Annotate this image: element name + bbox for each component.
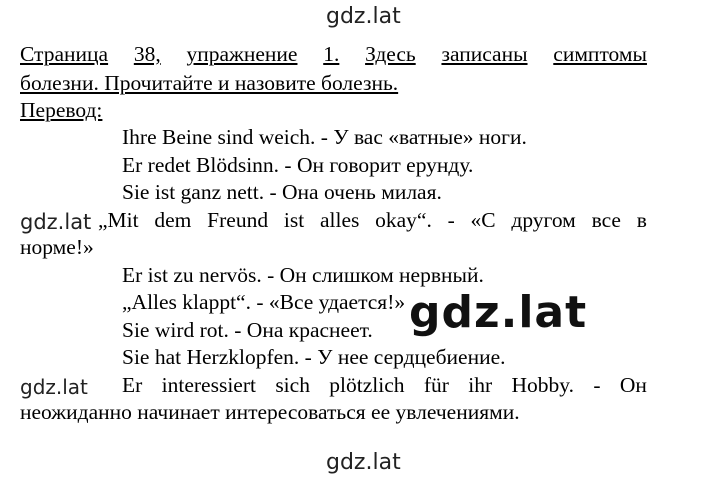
watermark-left-upper: gdz.lat bbox=[20, 210, 92, 234]
item-word: interessiert bbox=[161, 373, 256, 397]
item-word: okay“. bbox=[375, 208, 432, 232]
header-word: 1. bbox=[323, 42, 340, 66]
watermark-left-lower: gdz.lat bbox=[20, 375, 88, 399]
item-word: ihr bbox=[468, 373, 493, 397]
item-word: Он bbox=[619, 373, 647, 397]
translation-item-6: „Alles klappt“. - «Все удается!» bbox=[122, 290, 406, 314]
item-word: «С bbox=[470, 208, 496, 232]
header-word: записаны bbox=[441, 42, 528, 66]
item-word: - bbox=[447, 208, 455, 232]
watermark-center: gdz.lat bbox=[409, 287, 588, 338]
item-word: Er bbox=[122, 373, 143, 397]
translation-item-4-line-1 bbox=[98, 206, 647, 235]
header-word: симптомы bbox=[553, 42, 647, 66]
header-word: Страница bbox=[20, 42, 109, 66]
header-word: Здесь bbox=[365, 42, 416, 66]
translation-item-7: Sie wird rot. - Она краснеет. bbox=[122, 318, 373, 342]
item-word: „Mit bbox=[98, 208, 139, 232]
item-word: все bbox=[591, 208, 621, 232]
item-word: ist bbox=[283, 208, 305, 232]
translation-item-4-line-2: норме!» bbox=[20, 235, 94, 259]
translation-item-9-line-2: неожиданно начинает интересоваться ее увлечениями. bbox=[20, 400, 520, 424]
item-word: другом bbox=[511, 208, 576, 232]
item-word: dem bbox=[154, 208, 192, 232]
item-word: Freund bbox=[207, 208, 269, 232]
watermark-top: gdz.lat bbox=[326, 4, 401, 29]
item-word: alles bbox=[319, 208, 360, 232]
item-word: - bbox=[593, 373, 601, 397]
header-word: упражнение bbox=[186, 42, 298, 66]
translation-item-9-line-1 bbox=[122, 371, 647, 400]
translation-item-1: Ihre Beine sind weich. - У вас «ватные» ноги. bbox=[122, 125, 527, 149]
header-line-1 bbox=[20, 40, 647, 69]
header-word: 38, bbox=[133, 42, 161, 66]
translation-item-5: Er ist zu nervös. - Он слишком нервный. bbox=[122, 263, 484, 287]
translation-item-2: Er redet Blödsinn. - Он говорит ерунду. bbox=[122, 153, 474, 177]
translation-item-8: Sie hat Herzklopfen. - У нее сердцебиение. bbox=[122, 345, 506, 369]
item-word: в bbox=[636, 208, 647, 232]
watermark-bottom: gdz.lat bbox=[326, 450, 401, 475]
item-word: Hobby. bbox=[511, 373, 575, 397]
translation-label: Перевод: bbox=[20, 98, 103, 122]
item-word: für bbox=[423, 373, 449, 397]
header-line-2: болезни. Прочитайте и назовите болезнь. bbox=[20, 71, 399, 95]
item-word: plötzlich bbox=[329, 373, 405, 397]
item-word: sich bbox=[275, 373, 310, 397]
translation-item-3: Sie ist ganz nett. - Она очень милая. bbox=[122, 180, 442, 204]
